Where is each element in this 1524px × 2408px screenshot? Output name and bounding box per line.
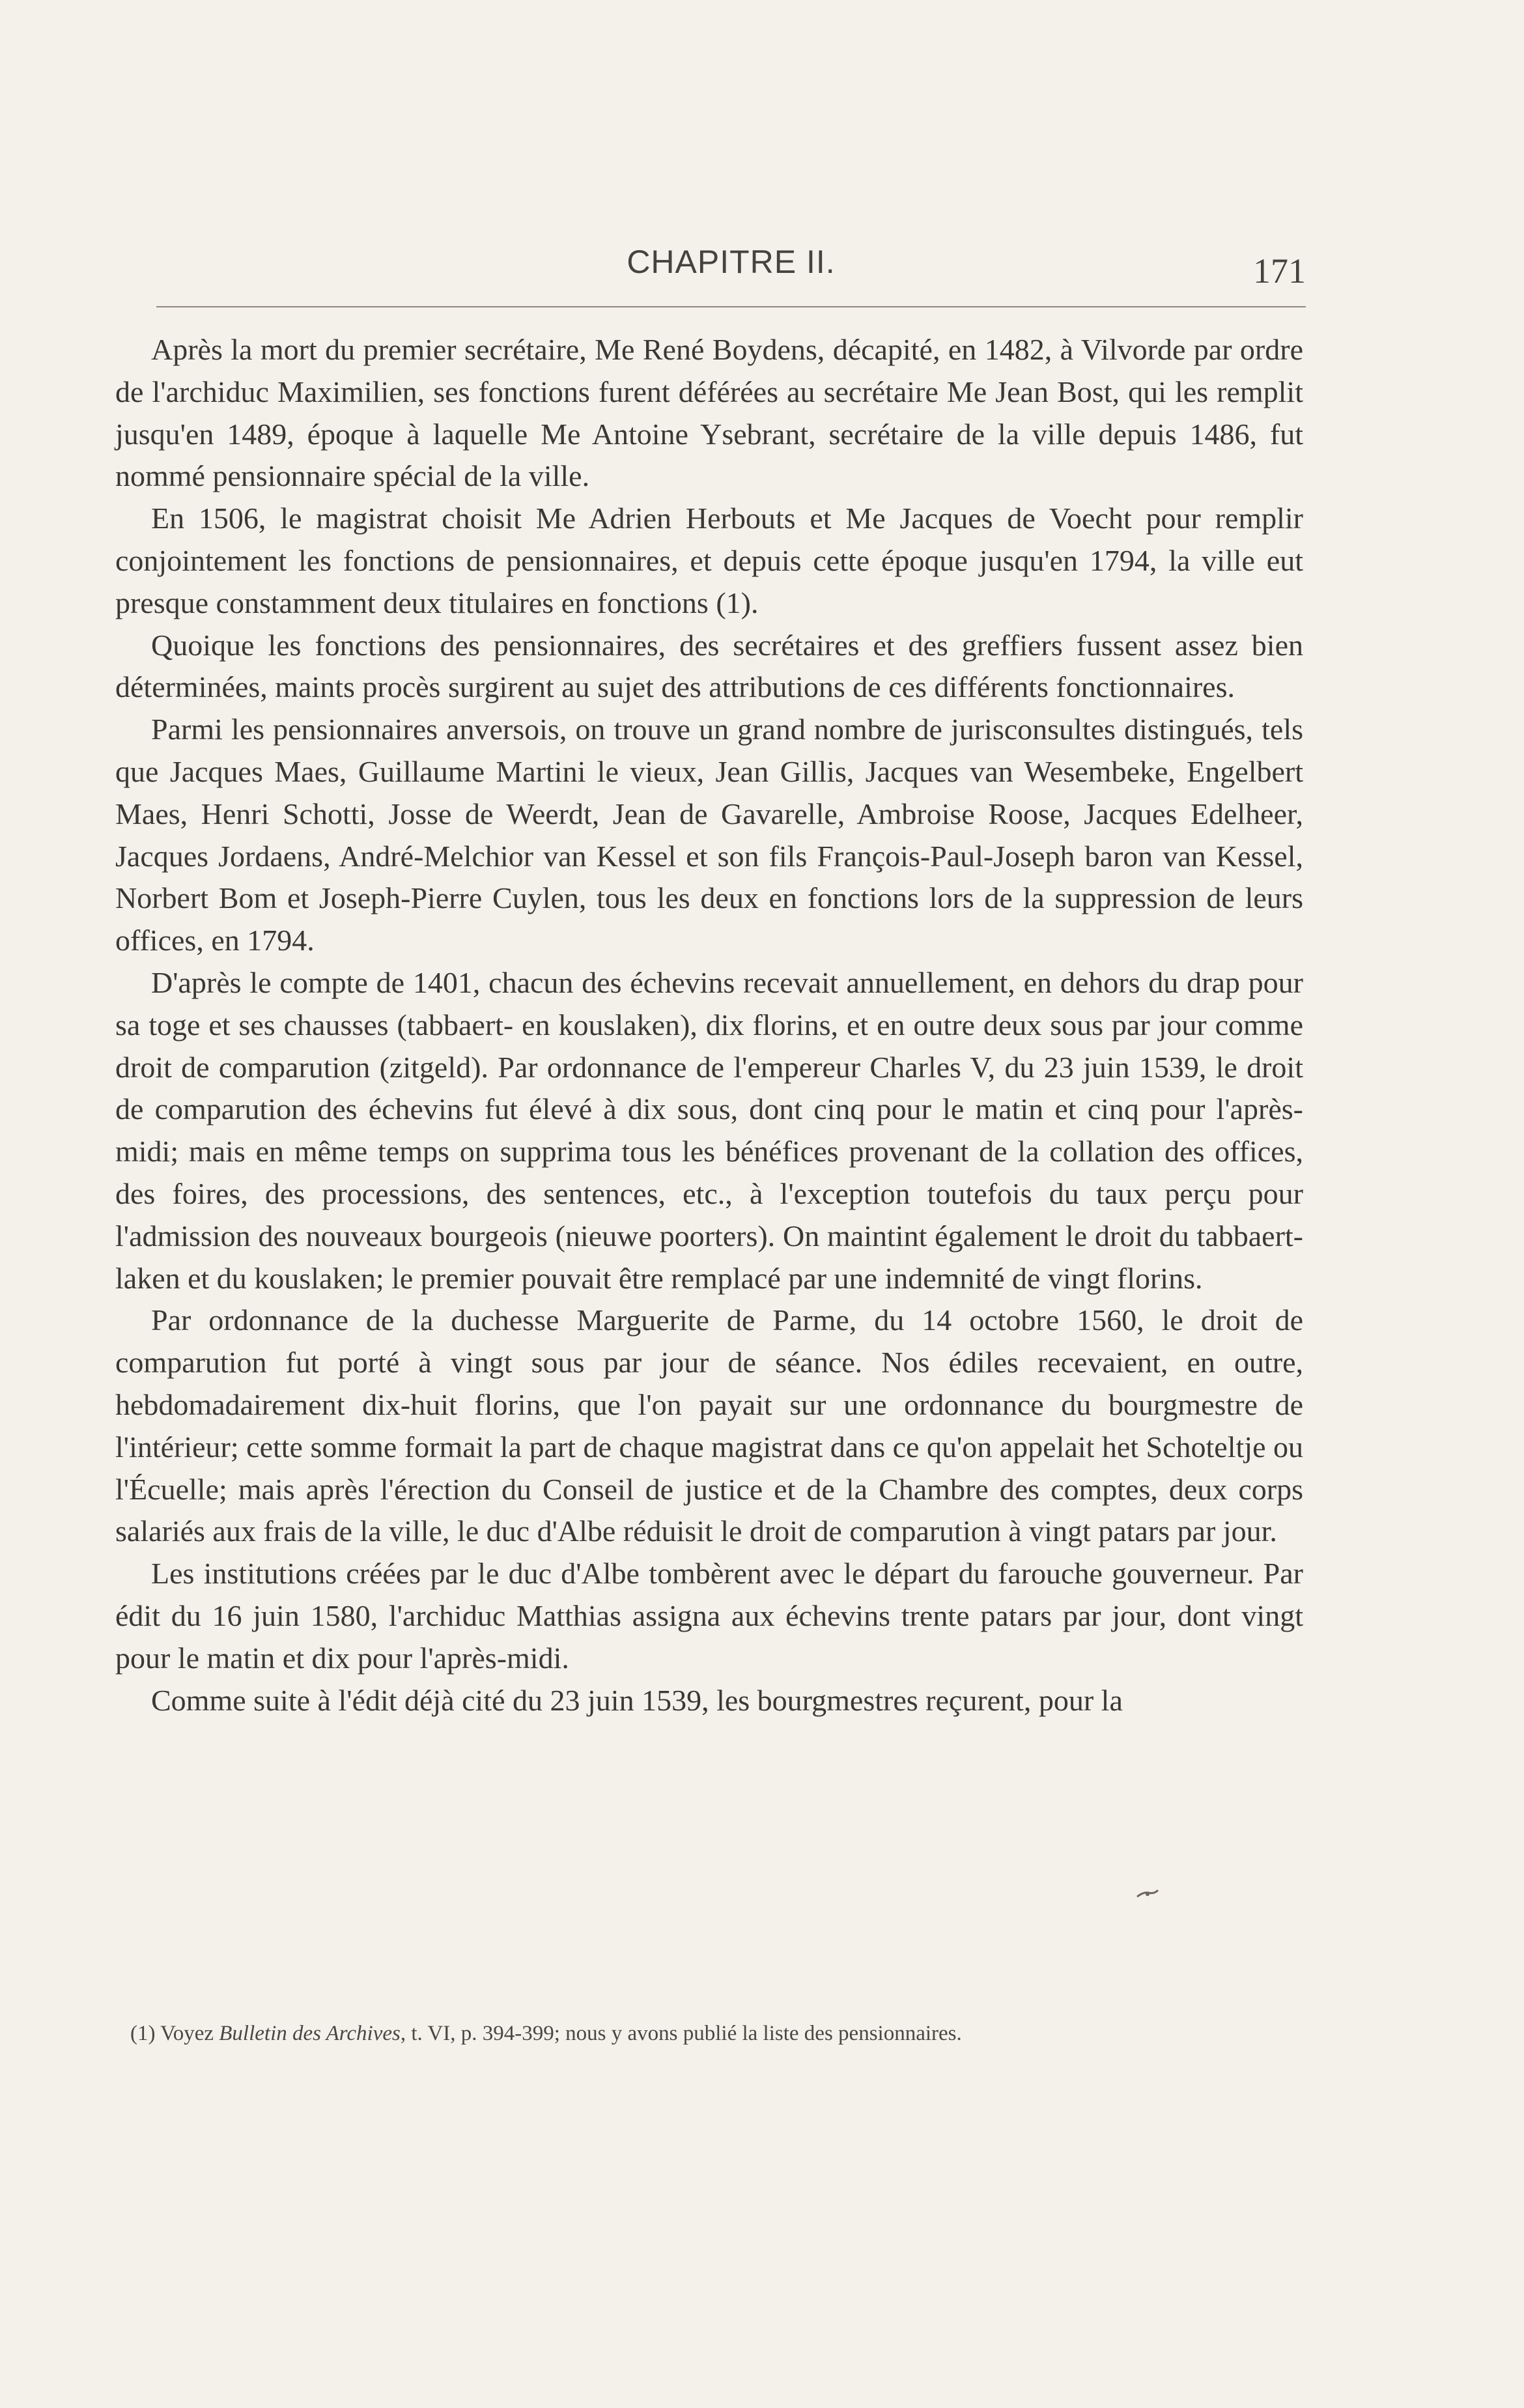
paragraph: Par ordonnance de la duchesse Marguerite de Parme, du 14 octobre 1560, le droit de comparution fut porté à vingt sous par jour de séance. Nos édiles recevaient, en outre, hebdomadairement dix-huit florins, que l'on payait sur une ordonnance du bourgmestre de l'intérieur; cette somme formait la part de chaque magistrat dans ce qu'on appelait het Schoteltje ou l'Écuelle; mais après l'érection du Conseil de justice et de la Chambre des comptes, deux corps salariés aux frais de la ville, le duc d'Albe réduisit le droit de comparution à vingt patars par jour. xyxy=(115,1303,1303,1548)
paragraph: Les institutions créées par le duc d'Albe tombèrent avec le départ du farouche gouverneur. Par édit du 16 juin 1580, l'archiduc Matthias assigna aux échevins trente patars par jour, dont vingt pour le matin et dix pour l'après-midi. xyxy=(115,1557,1303,1675)
ornament-mark-icon xyxy=(1135,1882,1161,1902)
body-text xyxy=(115,329,1303,1721)
paragraph: Comme suite à l'édit déjà cité du 23 juin 1539, les bourgmestres reçurent, pour la xyxy=(151,1683,1123,1717)
footnote-marker: (1) Voyez xyxy=(130,2022,219,2045)
page-header xyxy=(156,238,1306,309)
page-number: 171 xyxy=(1253,251,1306,290)
paragraph: Après la mort du premier secrétaire, Me René Boydens, décapité, en 1482, à Vilvorde par ordre de l'archiduc Maximilien, ses fonctions furent déférées au secrétaire Me Jean Bost, qui les remplit jusqu'en 1489, époque à laquelle Me Antoine Ysebrant, secrétaire de la ville depuis 1486, fut nommé pensionnaire spécial de la ville. xyxy=(115,333,1303,493)
footnote xyxy=(130,2019,1303,2048)
paragraph: En 1506, le magistrat choisit Me Adrien Herbouts et Me Jacques de Voecht pour remplir conjointement les fonctions de pensionnaires, et depuis cette époque jusqu'en 1794, la ville eut presque constamment deux titulaires en fonctions (1). xyxy=(115,502,1303,619)
running-title: CHAPITRE II. xyxy=(627,244,836,280)
header-rule xyxy=(156,306,1306,307)
footnote-work-title: Bulletin des Archives xyxy=(219,2022,401,2045)
paragraph: Quoique les fonctions des pensionnaires, des secrétaires et des greffiers fussent assez bien déterminées, maints procès surgirent au sujet des attributions de ces différents fonctionnaires. xyxy=(115,628,1303,704)
paragraph: Parmi les pensionnaires anversois, on trouve un grand nombre de jurisconsultes distingués, tels que Jacques Maes, Guillaume Martini le vieux, Jean Gillis, Jacques van Wesembeke, Engelbert Maes, Henri Schotti, Josse de Weerdt, Jean de Gavarelle, Ambroise Roose, Jacques Edelheer, Jacques Jordaens, André-Melchior van Kessel et son fils François-Paul-Joseph baron van Kessel, Norbert Bom et Joseph-Pierre Cuylen, tous les deux en fonctions lors de la suppression de leurs offices, en 1794. xyxy=(115,713,1303,957)
paragraph: D'après le compte de 1401, chacun des échevins recevait annuellement, en dehors du drap pour sa toge et ses chausses (tabbaert- en kouslaken), dix florins, et en outre deux sous par jour comme droit de comparution (zitgeld). Par ordonnance de l'empereur Charles V, du 23 juin 1539, le droit de comparution des échevins fut élevé à dix sous, dont cinq pour le matin et cinq pour l'après-midi; mais en même temps on supprima tous les bénéfices provenant de la collation des offices, des foires, des processions, des sentences, etc., à l'exception toutefois du taux perçu pour l'admission des nouveaux bourgeois (nieuwe poorters). On maintint également le droit du tabbaert-laken et du kouslaken; le premier pouvait être remplacé par une indemnité de vingt florins. xyxy=(115,965,1303,1295)
footnote-text: , t. VI, p. 394-399; nous y avons publié la liste des pensionnaires. xyxy=(400,2022,962,2045)
